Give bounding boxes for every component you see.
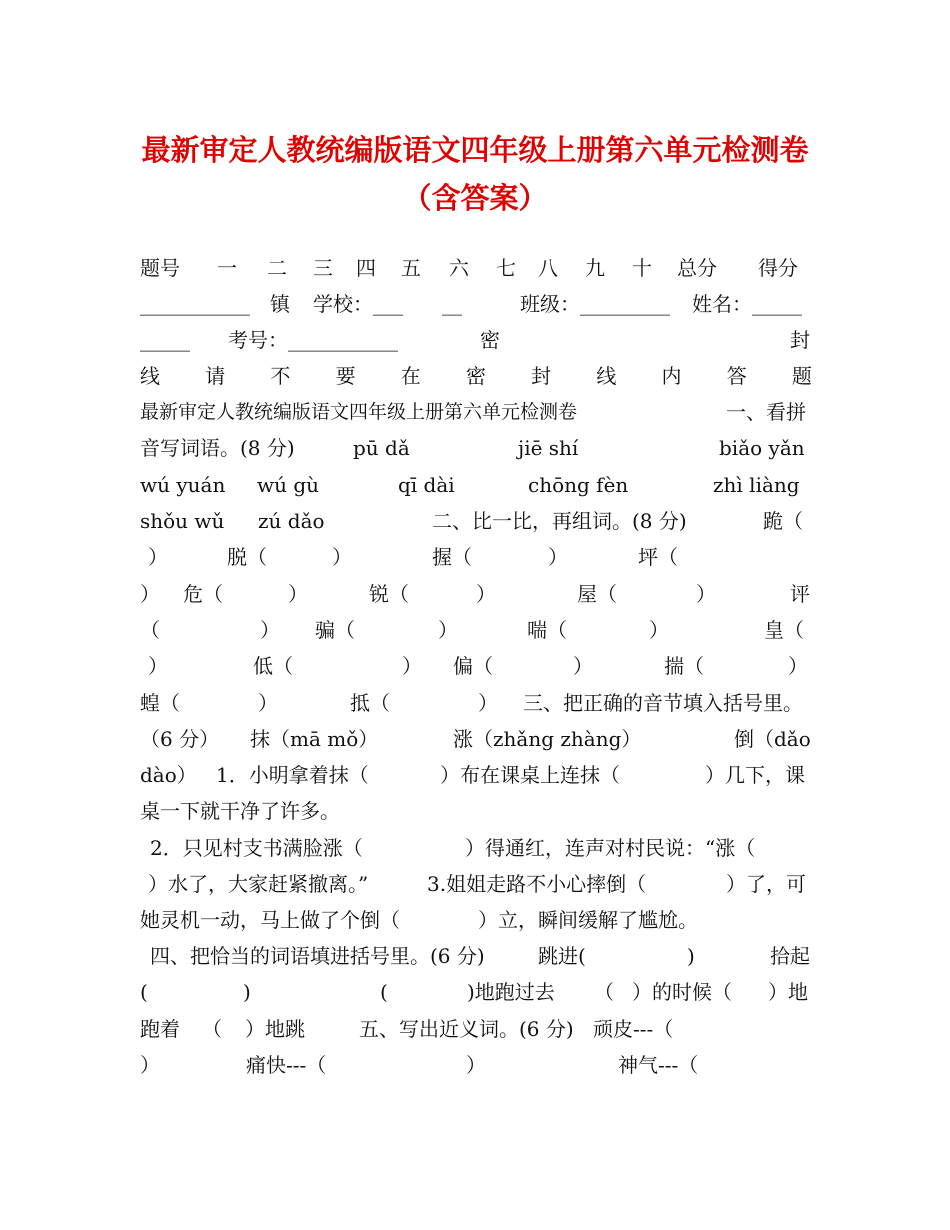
pinyin-item: qī dài — [398, 473, 455, 497]
paren: ） — [140, 582, 160, 606]
word-char: 低（ — [253, 654, 293, 678]
seal-char: 封 — [790, 328, 810, 352]
polyphone-item: 倒（dǎo — [734, 727, 811, 751]
synonym-item: 痛快---（ — [246, 1053, 327, 1077]
question-4-cont — [140, 974, 812, 1010]
paren: ） — [476, 582, 496, 606]
paren: ） — [788, 654, 808, 678]
header-cell: 四 — [356, 256, 376, 280]
pinyin-row-3 — [140, 503, 812, 539]
fill-item: ）地 — [768, 980, 808, 1004]
word-char: 脱（ — [227, 545, 267, 569]
word-char: 评 — [790, 582, 810, 606]
sentence-2-row — [140, 830, 812, 866]
compare-row-4 — [140, 648, 812, 684]
polyphone-row — [140, 721, 812, 757]
question-3-heading: 三、把正确的音节填入括号里。 — [523, 691, 803, 715]
pinyin-item: zú dǎo — [258, 509, 325, 533]
word-char: 蝗（ — [140, 691, 180, 715]
question-4-row — [140, 938, 812, 974]
pinyin-row-1 — [140, 430, 812, 466]
seal-char: 请 — [205, 364, 226, 388]
paren: ( — [380, 980, 388, 1004]
paren: ） — [148, 545, 168, 569]
sentence-1-cont — [140, 793, 812, 829]
header-cell: 题号 — [140, 256, 180, 280]
header-cell: 总分 — [677, 256, 717, 280]
pinyin-item: wú yuán — [140, 473, 226, 497]
pinyin-item: jiē shí — [518, 436, 579, 460]
paren: （ — [140, 618, 160, 642]
school-label: 学校：___ — [313, 292, 403, 316]
sentence-part: 桌一下就干净了许多。 — [140, 799, 340, 823]
question-5-cont — [140, 1047, 812, 1083]
paren: ） — [148, 654, 168, 678]
paren: ） — [573, 654, 593, 678]
word-char: 跪（ — [763, 509, 803, 533]
blank-line: ___________ — [140, 292, 250, 316]
paren: ） — [258, 691, 278, 715]
paren: ） — [402, 654, 422, 678]
fill-item: )地跑过去 — [467, 980, 555, 1004]
header-cell: 五 — [401, 256, 421, 280]
synonym-item: 神气---（ — [618, 1053, 699, 1077]
word-char: 抵（ — [350, 691, 390, 715]
blank-line: __ — [442, 292, 462, 316]
header-cell: 得分 — [758, 256, 798, 280]
sentence-part: ）得通红，连声对村民说：“涨（ — [465, 836, 756, 860]
fill-item: 跳进( — [538, 944, 586, 968]
header-cell: 九 — [585, 256, 605, 280]
town-label: 镇 — [270, 292, 290, 316]
sentence-part: 1．小明拿着抹（ — [216, 763, 369, 787]
question-4-heading: 四、把恰当的词语填进括号里。(6 分) — [150, 944, 485, 968]
pinyin-row-2 — [140, 467, 812, 503]
header-cell: 十 — [632, 256, 652, 280]
compare-row-2 — [140, 576, 812, 612]
word-char: 骗（ — [315, 618, 355, 642]
paren: ） — [288, 582, 308, 606]
exam-number-label: 考号：___________ — [228, 328, 398, 352]
question-5-row — [140, 1011, 812, 1047]
seal-char: 密 — [480, 328, 500, 352]
question-2-heading: 二、比一比，再组词。(8 分) — [432, 509, 687, 533]
pinyin-item: biǎo yǎn — [719, 436, 805, 460]
paren: ） — [696, 582, 716, 606]
sentence-1-row — [140, 757, 812, 793]
header-cell: 三 — [313, 256, 333, 280]
paren: ） — [260, 618, 280, 642]
sentence-3-cont — [140, 902, 812, 938]
pinyin-item: chōng fèn — [528, 473, 629, 497]
word-char: 偏（ — [453, 654, 493, 678]
question-3-score: （6 分） — [140, 727, 220, 751]
pinyin-item: wú gù — [257, 473, 320, 497]
word-char: 握（ — [432, 545, 472, 569]
word-char: 锐（ — [369, 582, 409, 606]
fill-item: 拾起 — [770, 944, 810, 968]
word-char: 皇（ — [764, 618, 804, 642]
paren: ） — [332, 545, 352, 569]
seal-char: 密 — [465, 364, 486, 388]
repeat-title: 最新审定人教统编版语文四年级上册第六单元检测卷 — [140, 401, 578, 423]
seal-char: 线 — [596, 364, 617, 388]
paren: ) — [243, 980, 251, 1004]
compare-row-3 — [140, 612, 812, 648]
compare-row-5 — [140, 685, 812, 721]
blank-line: _____ — [140, 328, 190, 352]
polyphone-item: dào） — [140, 763, 197, 787]
name-label: 姓名：_____ — [692, 292, 802, 316]
paren: ） — [649, 618, 669, 642]
paren: ） — [140, 1053, 160, 1077]
header-cell: 一 — [217, 256, 237, 280]
sentence-part: ）了，可 — [726, 872, 806, 896]
seal-char: 内 — [661, 364, 682, 388]
word-char: 揣（ — [664, 654, 704, 678]
paren: ） — [466, 1053, 486, 1077]
word-char: 屋（ — [577, 582, 617, 606]
compare-row-1 — [140, 539, 812, 575]
header-cell: 八 — [538, 256, 558, 280]
seal-char: 封 — [531, 364, 552, 388]
sentence-part: ）布在课桌上连抹（ — [440, 763, 620, 787]
word-char: 坪（ — [638, 545, 678, 569]
sentence-part: 她灵机一动，马上做了个倒（ — [140, 908, 400, 932]
pinyin-item: shǒu wǔ — [140, 509, 225, 533]
sentence-2-cont — [140, 866, 812, 902]
paren: ） — [478, 691, 498, 715]
paren: （ — [202, 1017, 222, 1041]
polyphone-item: 涨（zhǎng zhàng） — [453, 727, 642, 751]
header-cell: 六 — [449, 256, 469, 280]
document-subtitle: （含答案） — [402, 181, 548, 215]
word-char: 危（ — [183, 582, 223, 606]
question-1-instruction: 音写词语。(8 分) — [140, 436, 295, 460]
seal-char: 答 — [726, 364, 747, 388]
pinyin-item: zhì liàng — [713, 473, 800, 497]
score-header-row — [140, 250, 812, 286]
class-label: 班级：_________ — [520, 292, 670, 316]
pinyin-item: pū dǎ — [353, 436, 410, 460]
word-char: 喘（ — [527, 618, 567, 642]
header-cell: 七 — [496, 256, 516, 280]
student-info-row — [140, 286, 812, 322]
paren: ） — [438, 618, 458, 642]
document-title: 最新审定人教统编版语文四年级上册第六单元检测卷 — [141, 133, 809, 167]
header-cell: 二 — [267, 256, 287, 280]
sentence-part: ）几下，课 — [705, 763, 805, 787]
synonym-item: 顽皮---（ — [593, 1017, 674, 1041]
paren: （ — [594, 980, 614, 1004]
fill-item: ）地跳 — [245, 1017, 305, 1041]
repeat-title-row — [140, 394, 812, 430]
seal-char: 题 — [791, 364, 812, 388]
sentence-part: ）立，瞬间缓解了尴尬。 — [478, 908, 698, 932]
seal-char: 线 — [140, 364, 160, 388]
sentence-part: 3.姐姐走路不小心摔倒（ — [427, 872, 647, 896]
fill-item: ）的时候（ — [632, 980, 732, 1004]
paren: ( — [140, 980, 148, 1004]
polyphone-item: 抹（mā mǒ） — [250, 727, 379, 751]
seal-char: 要 — [335, 364, 356, 388]
seal-char: 在 — [400, 364, 421, 388]
sentence-part: 2．只见村支书满脸涨（ — [150, 836, 363, 860]
seal-notice-row — [140, 358, 812, 394]
sentence-part: ）水了，大家赶紧撤离。” — [148, 872, 369, 896]
paren: ) — [687, 944, 695, 968]
paren: ） — [548, 545, 568, 569]
exam-number-row — [140, 322, 812, 358]
fill-item: 跑着 — [140, 1017, 180, 1041]
question-1-heading: 一、看拼 — [726, 400, 806, 424]
question-5-heading: 五、写出近义词。(6 分) — [359, 1017, 574, 1041]
seal-char: 不 — [270, 364, 291, 388]
